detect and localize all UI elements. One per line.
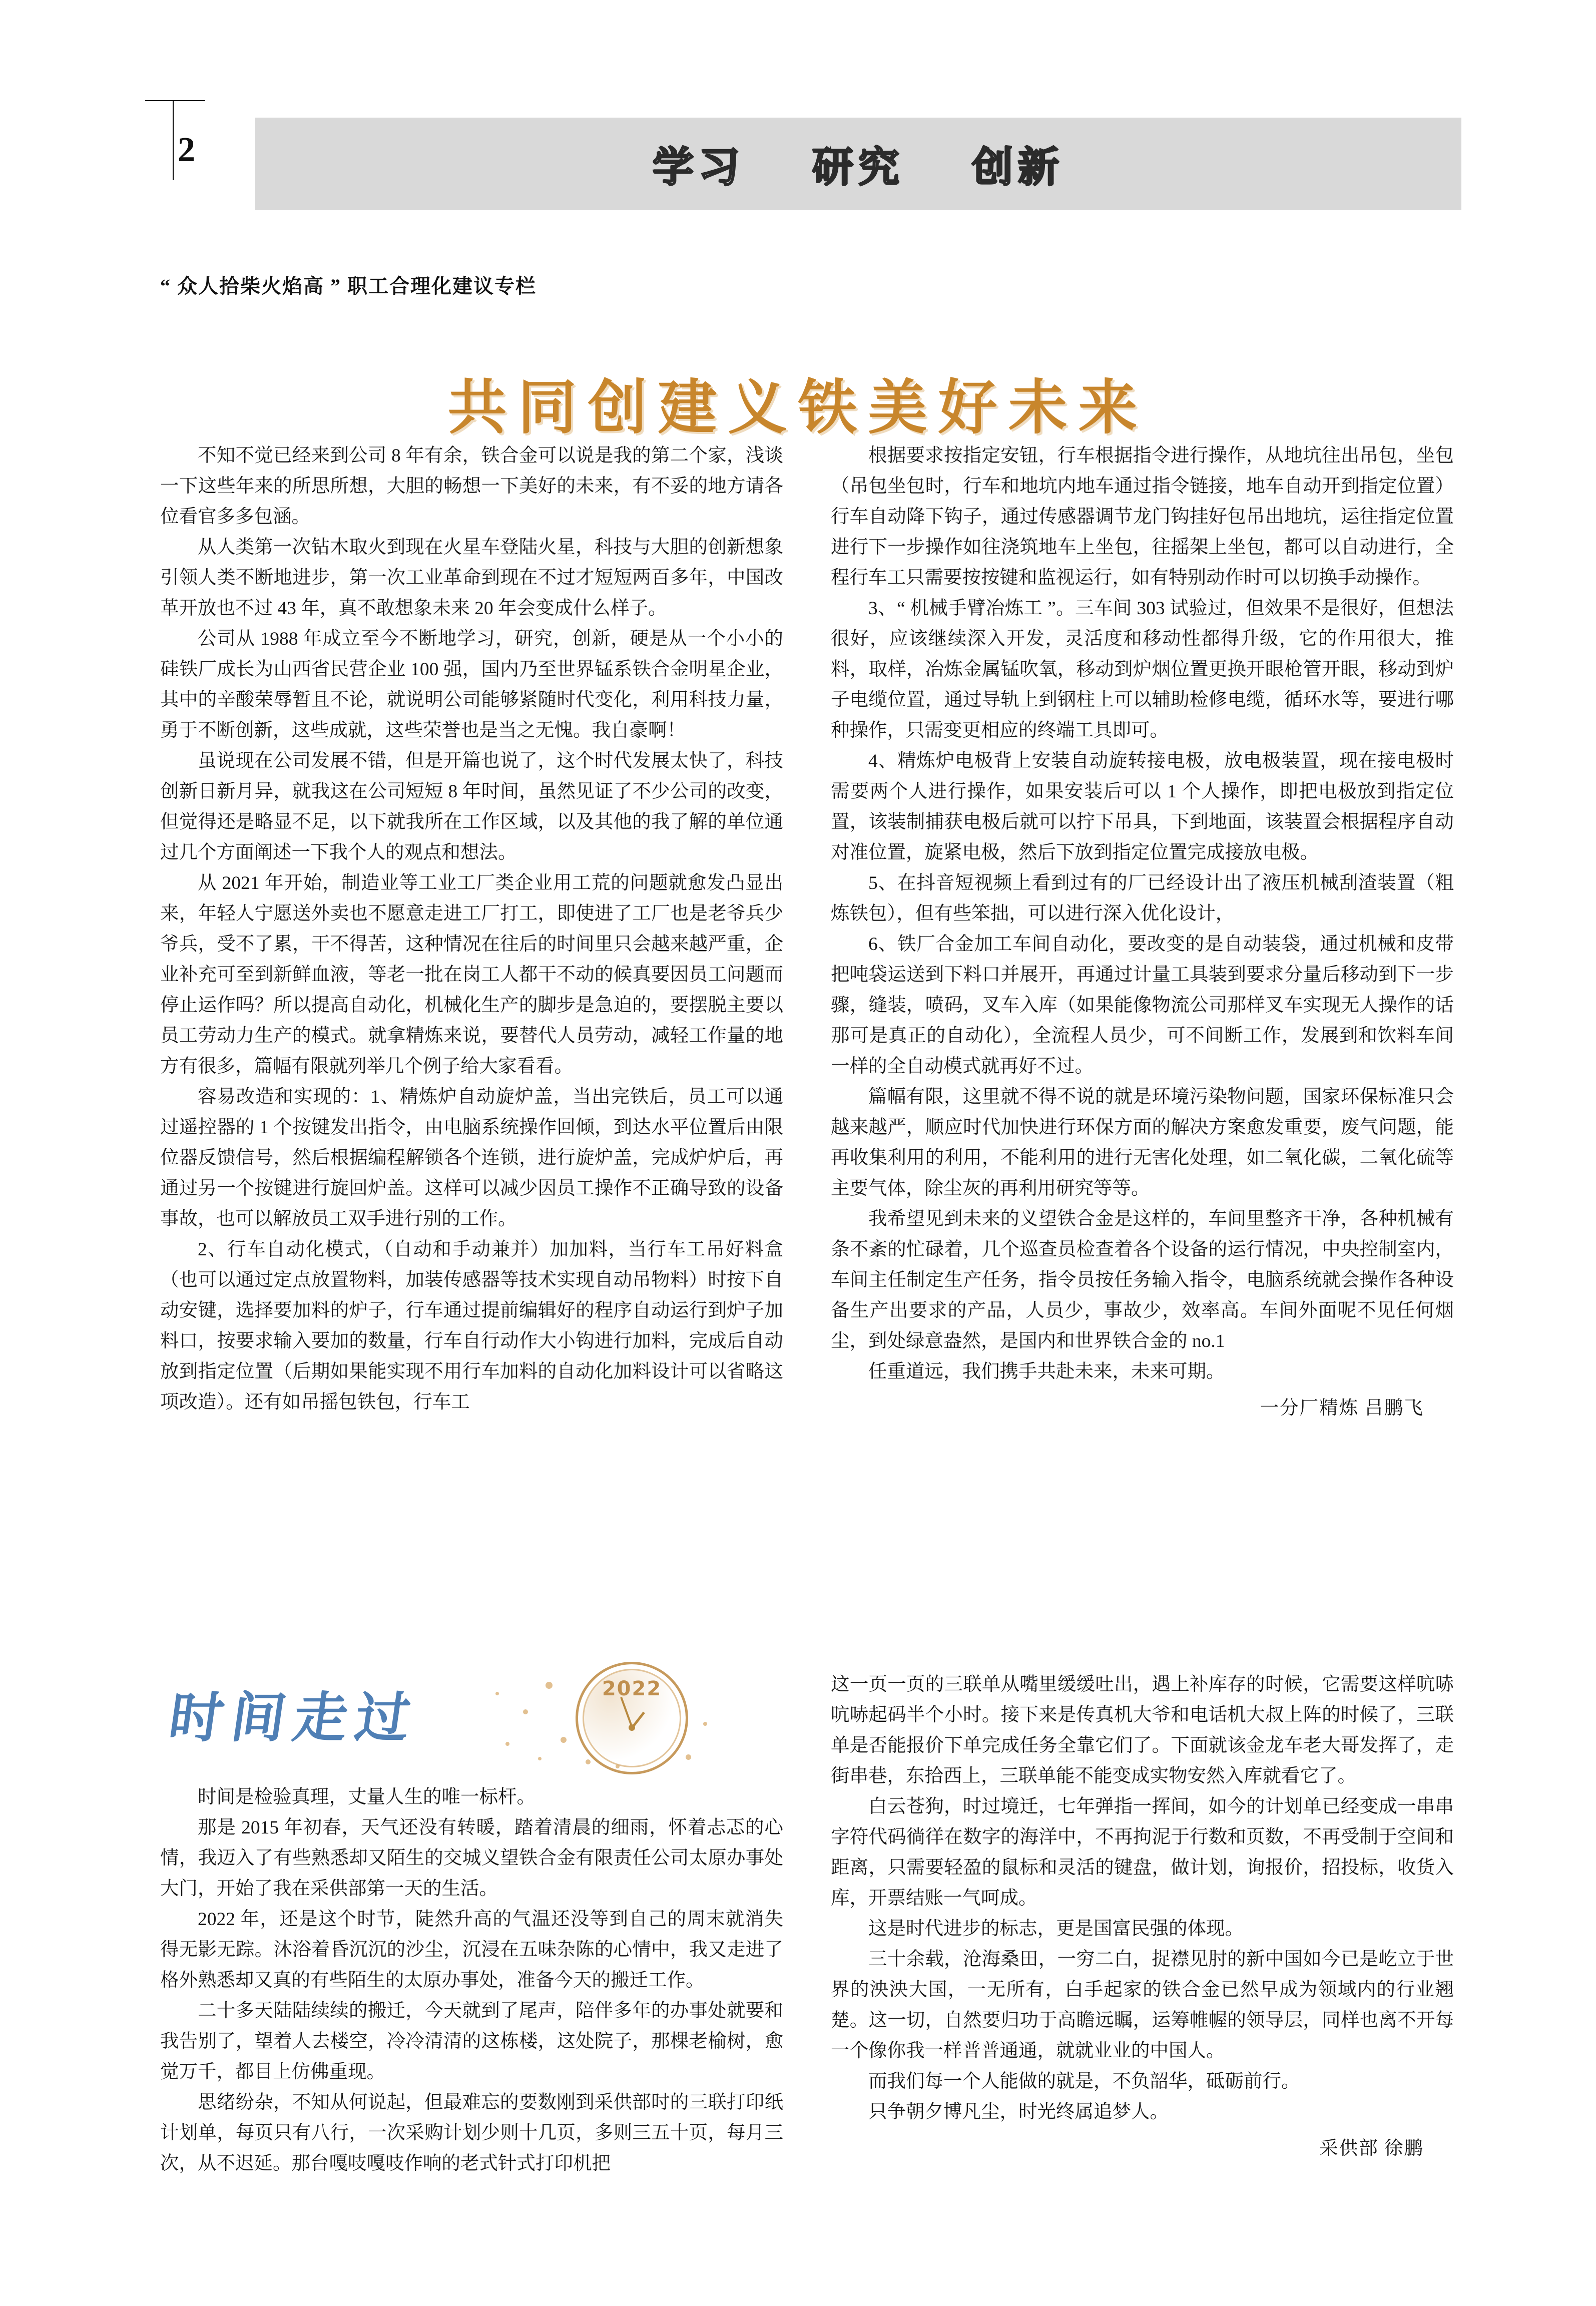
sparkle-icon: [703, 1722, 707, 1726]
masthead-title-word-3: 创新: [972, 144, 1065, 191]
paragraph: 二十多天陆陆续续的搬迁，今天就到了尾声，陪伴多年的办事处就要和我告别了，望着人去楼空，冷冷清清的这栋楼，这处院子，那棵老榆树，愈觉万千，都目上仿佛重现。: [160, 2001, 783, 2082]
paragraph: 公司从 1988 年成立至今不断地学习，研究，创新，硬是从一个小小的硅铁厂成长为山西省民营企业 100 强，国内乃至世界锰系铁合金明星企业，其中的辛酸荣辱暂且不论，就说明公司能够紧随时代变化，利用科技力量，勇于不断创新，这些成就，这些荣誉也是当之无愧。我自豪啊！: [160, 629, 783, 741]
sparkle-icon: [616, 1764, 620, 1768]
sparkle-icon: [686, 1754, 691, 1760]
paragraph: 任重道远，我们携手共赴未来，未来可期。: [868, 1361, 1225, 1382]
paragraph: 只争朝夕博凡尘，时光终属追梦人。: [868, 2102, 1169, 2122]
sparkle-icon: [495, 1692, 499, 1695]
article2-logo: [165, 1662, 781, 1777]
article1-signature: 一分厂精炼 吕鹏飞: [1260, 1398, 1424, 1419]
masthead-title: [255, 118, 1461, 210]
paragraph: 从人类第一次钻木取火到现在火星车登陆火星，科技与大胆的创新想象引领人类不断地进步，第一次工业革命到现在不过才短短两百多年，中国改革开放也不过 43 年，真不敢想象未来 20 年会变成什么样子。: [160, 537, 783, 619]
article1-left-column: [160, 440, 783, 1418]
sparkle-icon: [546, 1682, 553, 1689]
article2-signature: 采供部 徐鹏: [1319, 2138, 1424, 2159]
paragraph: 而我们每一个人能做的就是，不负韶华，砥砺前行。: [868, 2071, 1300, 2092]
clock-center-dot-icon: [629, 1724, 635, 1731]
article1-right-column: [831, 440, 1454, 1424]
masthead: [0, 0, 1596, 191]
paragraph: 2、行车自动化模式，（自动和手动兼并）加加料，当行车工吊好料盒（也可以通过定点放置物料，加装传感器等技术实现自动吊物料）时按下自动安键，选择要加料的炉子，行车通过提前编辑好的程序自动运行到炉子加料口，按要求输入要加的数量，行车自行动作大小钩进行加料，完成后自动放到指定位置（后期如果能实现不用行车加料的自动化加料设计可以省略这项改造）。还有如吊摇包铁包，行车工: [160, 1239, 783, 1413]
paragraph: 4、精炼炉电极背上安装自动旋转接电极，放电极装置，现在接电极时需要两个人进行操作，如果安装后可以 1 个人操作，即把电极放到指定位置，该装制捕获电极后就可以拧下吊具，下到地面，该装置会根据程序自动对准位置，旋紧电极，然后下放到指定位置完成接放电极。: [831, 751, 1454, 863]
article2-logo-text: 时间走过: [165, 1687, 422, 1749]
paragraph: 5、在抖音短视频上看到过有的厂已经设计出了液压机械刮渣装置（粗炼铁包），但有些笨拙，可以进行深入优化设计，: [831, 873, 1454, 924]
paragraph: 2022 年，还是这个时节，陡然升高的气温还没等到自己的周末就消失得无影无踪。沐浴着昏沉沉的沙尘，沉浸在五味杂陈的心情中，我又走进了格外熟悉却又真的有些陌生的太原办事处，准备今天的搬迁工作。: [160, 1909, 783, 1991]
paragraph: 不知不觉已经来到公司 8 年有余，铁合金可以说是我的第二个家，浅谈一下这些年来的所思所想，大胆的畅想一下美好的未来，有不妥的地方请各位看官多多包涵。: [160, 445, 783, 527]
crop-mark-vertical: [173, 100, 174, 180]
paragraph: 这是时代进步的标志，更是国富民强的体现。: [868, 1919, 1244, 1939]
paragraph: 3、“ 机械手臂冶炼工 ”。三车间 303 试验过，但效果不是很好，但想法很好，应该继续深入开发，灵活度和移动性都得升级，它的作用很大，推料，取样，冶炼金属锰吹氧，移动到炉烟位置更换开眼枪管开眼，移动到炉子电缆位置，通过导轨上到钢柱上可以辅助检修电缆，循环水等，要进行哪种操作，只需变更相应的终端工具即可。: [831, 598, 1454, 741]
sparkle-icon: [561, 1737, 567, 1743]
paragraph: 时间是检验真理，丈量人生的唯一标杆。: [198, 1787, 536, 1807]
paragraph: 思绪纷杂，不知从何说起，但最难忘的要数刚到采供部时的三联打印纸计划单，每页只有八行，一次采购计划少则十几页，多则三五十页，每月三次，从不迟延。那台嘎吱嘎吱作响的老式针式打印机把: [160, 2092, 783, 2174]
sparkle-icon: [586, 1759, 591, 1764]
paragraph: 容易改造和实现的：1、精炼炉自动旋炉盖，当出完铁后，员工可以通过遥控器的 1 个按键发出指令，由电脑系统操作回倾，到达水平位置后由限位器反馈信号，然后根据编程解锁各个连锁，进行旋炉盖，完成炉炉后，再通过另一个按键进行旋回炉盖。这样可以减少因员工操作不正确导致的设备事故，也可以解放员工双手进行别的工作。: [160, 1087, 783, 1229]
paragraph: 根据要求按指定安钮，行车根据指令进行操作，从地坑往出吊包，坐包（吊包坐包时，行车和地坑内地车通过指令链接，地车自动开到指定位置）行车自动降下钩子，通过传感器调节龙门钩挂好包吊出地坑，运往指定位置进行下一步操作如往浇筑地车上坐包，往摇架上坐包，都可以自动进行，全程行车工只需要按按键和监视运行，如有特别动作时可以切换手动操作。: [831, 445, 1454, 588]
paragraph: 白云苍狗，时过境迁，七年弹指一挥间，如今的计划单已经变成一串串字符代码徜徉在数字的海洋中，不再拘泥于行数和页数，不再受制于空间和距离，只需要轻盈的鼠标和灵活的键盘，做计划，询报价，招投标，收货入库，开票结账一气呵成。: [831, 1796, 1454, 1909]
paragraph: 6、铁厂合金加工车间自动化，要改变的是自动装袋，通过机械和皮带把吨袋运送到下料口并展开，再通过计量工具装到要求分量后移动到下一步骤，缝装，喷码，叉车入库（如果能像物流公司那样叉车实现无人操作的话那可是真正的自动化），全流程人员少，可不间断工作，发展到和饮料车间一样的全自动模式就再好不过。: [831, 934, 1454, 1077]
column-tag: “ 众人拾柴火焰高 ” 职工合理化建议专栏: [160, 275, 537, 297]
crop-mark-horizontal: [145, 100, 205, 101]
clock-stamp-icon: [576, 1662, 688, 1774]
paragraph: 从 2021 年开始，制造业等工业工厂类企业用工荒的问题就愈发凸显出来，年轻人宁愿送外卖也不愿意走进工厂打工，即使进了工厂也是老爷兵少爷兵，受不了累，干不得苦，这种情况在往后的时间里只会越来越严重，企业补充可至到新鲜血液，等老一批在岗工人都干不动的候真要因员工问题而停止运作吗？所以提高自动化，机械化生产的脚步是急迫的，要摆脱主要以员工劳动力生产的模式。就拿精炼来说，要替代人员劳动，减轻工作量的地方有很多，篇幅有限就列举几个例子给大家看看。: [160, 873, 783, 1077]
paragraph: 三十余载，沧海桑田，一穷二白，捉襟见肘的新中国如今已是屹立于世界的泱泱大国，一无所有，白手起家的铁合金已然早成为领域内的行业翘楚。这一切，自然要归功于高瞻远瞩，运筹帷幄的领导层，同样也离不开每一个像你我一样普普通通，就就业业的中国人。: [831, 1949, 1454, 2061]
sparkle-icon: [523, 1709, 528, 1714]
paragraph: 我希望见到未来的义望铁合金是这样的，车间里整齐干净，各种机械有条不紊的忙碌着，几个巡查员检查着各个设备的运行情况，中央控制室内，车间主任制定生产任务，指令员按任务输入指令，电脑系统就会操作各种设备生产出要求的产品，人员少，事故少，效率高。车间外面呢不见任何烟尘，到处绿意盎然，是国内和世界铁合金的 no.1: [831, 1209, 1454, 1351]
masthead-title-word-2: 研究: [812, 144, 904, 191]
sparkle-icon: [538, 1757, 542, 1760]
paragraph: 那是 2015 年初春，天气还没有转暖，踏着清晨的细雨，怀着忐忑的心情，我迈入了有些熟悉却又陌生的交城义望铁合金有限责任公司太原办事处大门，开始了我在采供部第一天的生活。: [160, 1817, 783, 1899]
paragraph: 虽说现在公司发展不错，但是开篇也说了，这个时代发展太快了，科技创新日新月异，就我这在公司短短 8 年时间，虽然见证了不少公司的改变，但觉得还是略显不足，以下就我所在工作区域，以及其他的我了解的单位通过几个方面阐述一下我个人的观点和想法。: [160, 751, 783, 863]
article2-right-column: [831, 1669, 1454, 2164]
page-title: 共同创建义铁美好未来: [447, 373, 1149, 442]
stamp-year: 2022: [602, 1677, 662, 1700]
paragraph: 篇幅有限，这里就不得不说的就是环境污染物问题，国家环保标准只会越来越严，顺应时代加快进行环保方面的解决方案愈发重要，废气问题，能再收集利用的利用，不能利用的进行无害化处理，如二氧化碳，二氧化硫等主要气体，除尘灰的再利用研究等等。: [831, 1087, 1454, 1199]
page-number: 2: [178, 131, 195, 169]
article2-left-column: [160, 1782, 783, 2179]
sparkle-icon: [505, 1742, 509, 1746]
paragraph: 这一页一页的三联单从嘴里缓缓吐出，遇上补库存的时候，它需要这样吭哧吭哧起码半个小时。接下来是传真机大爷和电话机大叔上阵的时候了，三联单是否能报价下单完成任务全靠它们了。下面就该金龙车老大哥发挥了，走街串巷，东拾西上，三联单能不能变成实物安然入库就看它了。: [831, 1674, 1454, 1786]
clock-minute-hand-icon: [620, 1697, 633, 1728]
masthead-title-word-1: 学习: [652, 144, 745, 191]
